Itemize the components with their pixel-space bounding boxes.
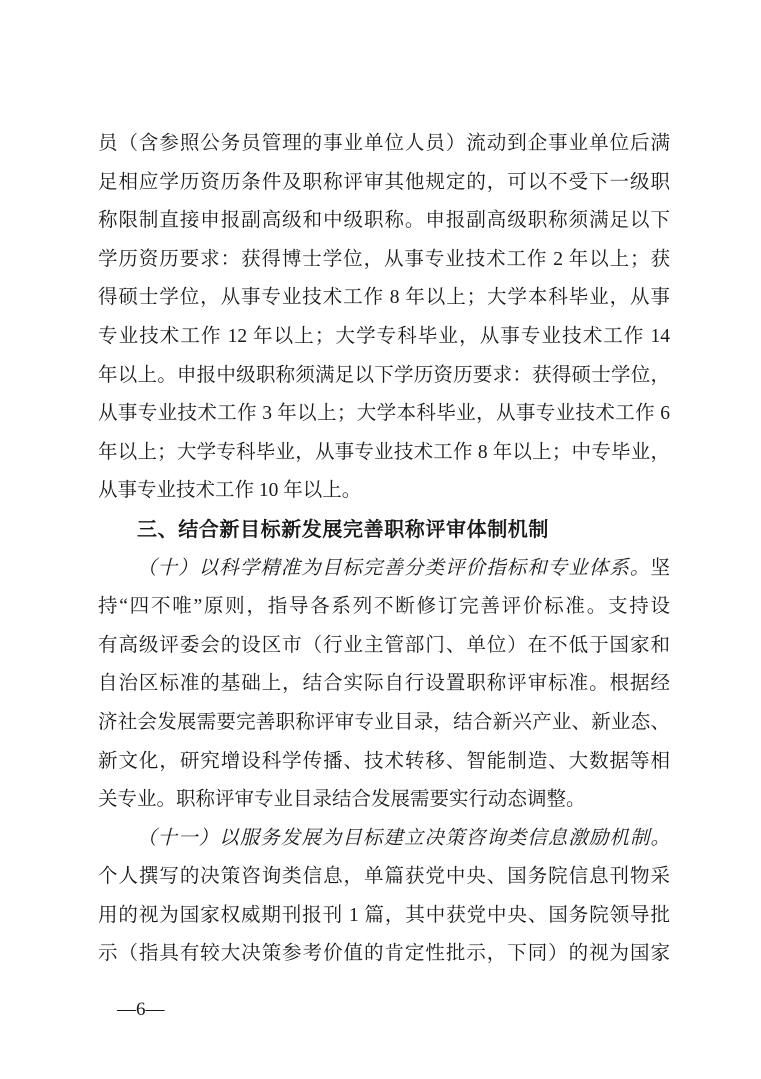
text-segment: 持“四不唯”原则，指导各系列不断修订完善评价标准。支持设 [98,596,670,618]
text-line [98,781,670,820]
text-line [98,550,670,589]
text-segment: 济社会发展需要完善职称评审专业目录，结合新兴产业、新业态、 [98,711,670,733]
text-line [98,627,670,666]
text-segment: 从事专业技术工作 10 年以上。 [98,480,362,502]
text-segment: 学历资历要求：获得博士学位，从事专业技术工作 2 年以上；获 [98,248,670,270]
text-line [98,472,670,511]
text-segment: 从事专业技术工作 3 年以上；大学本科毕业，从事专业技术工作 6 [98,403,670,425]
text-line [98,434,670,473]
text-segment: 个人撰写的决策咨询类信息，单篇获党中央、国务院信息刊物采 [98,866,670,888]
text-segment: （十）以科学精准为目标完善分类评价指标和专业体系。 [137,557,651,579]
page-number: —6— [117,999,165,1020]
text-line [98,164,670,203]
section-heading [98,511,670,550]
text-line [98,202,670,241]
text-line [98,588,670,627]
text-segment: 新文化，研究增设科学传播、技术转移、智能制造、大数据等相 [98,750,670,772]
text-segment: 称限制直接申报副高级和中级职称。申报副高级职称须满足以下 [98,210,670,232]
text-segment: 员（含参照公务员管理的事业单位人员）流动到企事业单位后满 [98,133,670,154]
text-segment: 得硕士学位，从事专业技术工作 8 年以上；大学本科毕业，从事 [98,287,670,309]
text-line [98,318,670,357]
text-segment: 专业技术工作 12 年以上；大学专科毕业，从事专业技术工作 14 [98,325,670,347]
text-segment: 足相应学历资历条件及职称评审其他规定的，可以不受下一级职 [98,171,670,193]
text-segment: 坚 [650,557,670,579]
text-line [98,125,670,164]
text-line [98,241,670,280]
text-segment: 用的视为国家权威期刊报刊 1 篇，其中获党中央、国务院领导批 [98,904,670,926]
text-line [98,395,670,434]
text-line [98,279,670,318]
heading-text: 三、结合新目标新发展完善职称评审体制机制 [137,518,549,541]
text-segment: 自治区标准的基础上，结合实际自行设置职称评审标准。根据经 [98,673,670,695]
text-line [98,935,670,974]
text-segment: 关专业。职称评审专业目录结合发展需要实行动态调整。 [98,789,586,811]
text-line [98,665,670,704]
text-segment: 年以上；大学专科毕业，从事专业技术工作 8 年以上；中专毕业， [98,441,670,463]
text-segment: 年以上。申报中级职称须满足以下学历资历要求：获得硕士学位， [98,364,670,386]
text-segment: 示（指具有较大决策参考价值的肯定性批示，下同）的视为国家 [98,943,670,965]
text-line [98,820,670,859]
text-segment: 有高级评委会的设区市（行业主管部门、单位）在不低于国家和 [98,634,670,656]
text-body [98,125,670,974]
text-line [98,704,670,743]
text-line [98,858,670,897]
text-line [98,897,670,936]
text-line [98,357,670,396]
text-line [98,743,670,782]
text-segment: （十一）以服务发展为目标建立决策咨询类信息激励机制。 [137,827,670,849]
